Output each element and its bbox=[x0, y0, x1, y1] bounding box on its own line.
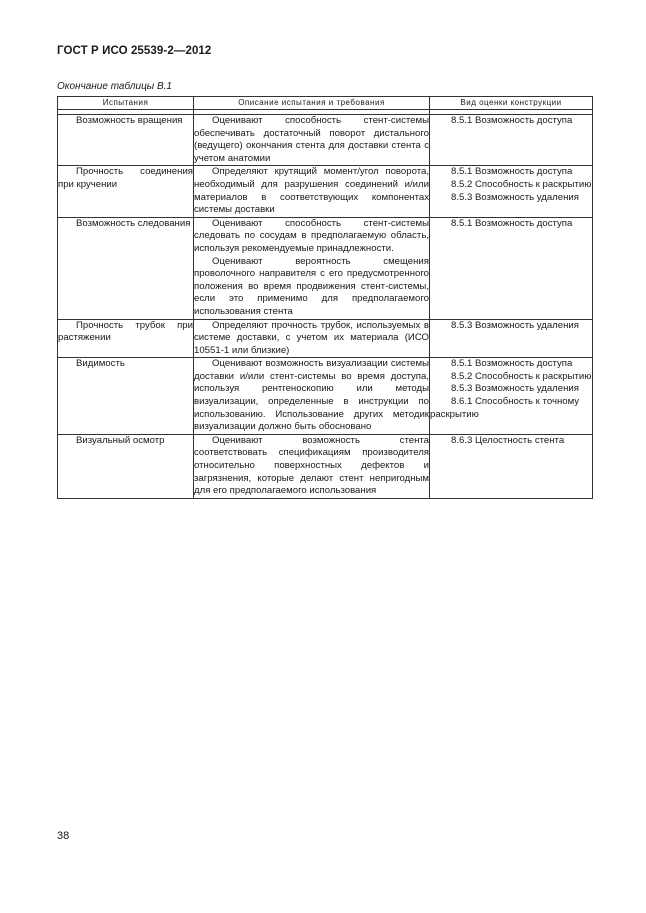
table-row bbox=[58, 115, 593, 166]
table-row bbox=[58, 319, 593, 358]
column-header-description: Описание испытания и требования bbox=[194, 97, 430, 110]
evaluation-item: 8.5.1 Возможность доступа bbox=[451, 217, 573, 229]
evaluation-item: 8.5.3 Возможность удаления bbox=[451, 319, 579, 331]
evaluation-item: 8.6.3 Целостность стента bbox=[451, 434, 565, 446]
evaluation-item: 8.5.1 Возможность доступа bbox=[451, 115, 573, 126]
test-description: Оценивают возможность стента соответствовать спецификациям производителя относительно поверхностных дефектов и загрязнения, которые делают стент непригодным для его предполагаемого использования bbox=[194, 434, 429, 497]
evaluation-table bbox=[57, 96, 593, 499]
test-name: Возможность следования bbox=[76, 217, 191, 229]
evaluation-item: 8.5.2 Способность к раскрытию bbox=[451, 370, 592, 382]
page-number: 38 bbox=[57, 830, 70, 842]
test-name: Прочность соединения при кручении bbox=[58, 166, 193, 190]
table-row bbox=[58, 434, 593, 498]
test-name: Возможность вращения bbox=[76, 115, 183, 126]
table-caption: Окончание таблицы В.1 bbox=[57, 81, 172, 92]
test-description: Оценивают вероятность смещения проволочного направителя с его предусмотренного положения во время продвижения стент-системы, если это применимо для предполагаемого использования стента bbox=[194, 255, 429, 317]
test-name: Визуальный осмотр bbox=[76, 434, 165, 446]
evaluation-item: 8.6.1 Способность к точному раскрытию bbox=[430, 396, 580, 420]
table-row bbox=[58, 166, 593, 217]
evaluation-item: 8.5.1 Возможность доступа bbox=[451, 166, 573, 178]
test-description: Оценивают способность стент-системы обеспечивать достаточный поворот дистального (ведущего) окончания стента для доставки стента с учетом анатомии bbox=[194, 115, 429, 164]
evaluation-item: 8.5.1 Возможность доступа bbox=[451, 358, 573, 370]
test-description: Оценивают возможность визуализации системы доставки и/или стент-системы во время доступа, используя рентгеноскопию или методы визуализации, определенные в инструкции по использованию. Использование других методик визуализации должно быть обосновано bbox=[194, 358, 429, 433]
test-name: Прочность трубок при растяжении bbox=[58, 319, 193, 344]
test-description: Определяют крутящий момент/угол поворота, необходимый для разрушения соединений и/или материалов в соответствующих компонентах системы доставки bbox=[194, 166, 429, 216]
test-description: Оценивают способность стент-системы следовать по сосудам в предполагаемую область, используя рекомендуемые принадлежности. bbox=[194, 217, 429, 254]
column-header-tests: Испытания bbox=[58, 97, 194, 110]
evaluation-item: 8.5.3 Возможность удаления bbox=[451, 191, 579, 203]
test-name: Видимость bbox=[76, 358, 125, 370]
table-row bbox=[58, 217, 593, 319]
test-description: Определяют прочность трубок, используемых в системе доставки, с учетом их материала (ИСО 10551-1 или близкие) bbox=[194, 319, 429, 356]
table-row bbox=[58, 358, 593, 435]
column-header-evaluation: Вид оценки конструкции bbox=[430, 97, 593, 110]
evaluation-item: 8.5.2 Способность к раскрытию bbox=[451, 178, 592, 190]
document-code: ГОСТ Р ИСО 25539-2—2012 bbox=[57, 45, 212, 57]
evaluation-item: 8.5.3 Возможность удаления bbox=[451, 383, 579, 395]
